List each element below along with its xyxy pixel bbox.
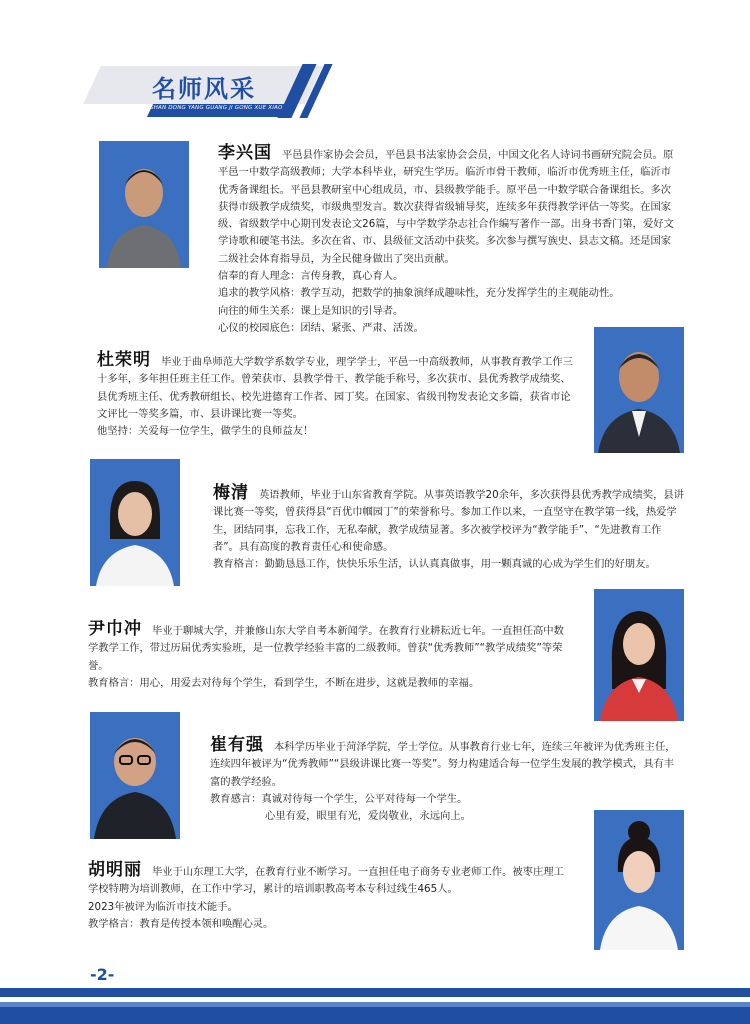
- bio-line: 教育格言：勤勤恳恳工作，快快乐乐生活，认认真真做事，用一颗真诚的心成为学生们的好朋友。: [213, 558, 656, 571]
- teacher-bio-6: [88, 862, 568, 933]
- teacher-photo-2: [594, 327, 684, 453]
- teacher-name: 梅清: [213, 483, 249, 503]
- teacher-bio-1: [218, 145, 680, 337]
- bio-line: 教育格言：用心，用爱去对待每个学生，看到学生，不断在进步，这就是教师的幸福。: [88, 676, 480, 689]
- page-number: -2-: [90, 965, 115, 984]
- teacher-intro: 英语教师，毕业于山东省教育学院。从事英语教学20余年，多次获得县优秀教学成绩奖，县讲课比赛一等奖，曾获得县“百优巾帼园丁”的荣誉称号。参加工作以来，一直坚守在教学第一线，热爱学生，团结同事，忘我工作，无私奉献，教学成绩显著。多次被学校评为“教学能手”、“先进教育工作者”。具有高度的教育责任心和使命感。: [213, 489, 684, 553]
- footer-bar: [0, 1002, 750, 1024]
- teacher-photo-4: [594, 589, 684, 721]
- bio-line: 2023年被评为临沂市技术能手。: [88, 900, 238, 913]
- teacher-intro: 毕业于山东理工大学，在教育行业不断学习。一直担任电子商务专业老师工作。被枣庄理工学校特聘为培训教师，在工作中学习，累计的培训职教高考本专科过线生465人。: [88, 866, 564, 896]
- teacher-name: 崔有强: [210, 735, 264, 755]
- bio-line: 心仪的校园底色：团结、紧张、严肃、活泼。: [218, 321, 424, 334]
- page-subtitle: SHAN DONG YANG GUANG JI GONG XUE XIAO: [150, 105, 283, 111]
- teacher-photo-5: [90, 712, 180, 839]
- teacher-name: 李兴国: [218, 143, 272, 163]
- footer-bar: [0, 988, 750, 997]
- teacher-photo-6: [594, 810, 684, 950]
- teacher-bio-2: [97, 352, 575, 440]
- bio-line: 信奉的育人理念：言传身教，真心育人。: [218, 270, 404, 283]
- page-title: 名师风采: [152, 75, 256, 103]
- teacher-intro: 平邑县作家协会会员，平邑县书法家协会会员，中国文化名人诗词书画研究院会员。原平邑一中数学高级教师；大学本科毕业，研究生学历。临沂市骨干教师，临沂市优秀班主任，临沂市优秀备课组长。平邑县教研室中心组成员，市、县级教学能手。原平邑一中数学联合备课组长。多次获得市级教学成绩奖，市级典型发言。数次获得省级辅导奖，连续多年获得教学评估一等奖。在国家级、省级数学中心期刊发表论文26篇，与中学数学杂志社合作编写著作一部。出身书香门第，爱好文学诗歌和硬笔书法。多次在省、市、县级征文活动中获奖。多次参与撰写族史、县志文稿。还是国家二级社会体育指导员，为全民健身做出了突出贡献。: [218, 149, 674, 265]
- bio-line: 他坚持：关爱每一位学生，做学生的良师益友！: [97, 425, 314, 438]
- teacher-intro: 毕业于曲阜师范大学数学系数学专业，理学学士，平邑一中高级教师，从事教育教学工作三十多年，多年担任班主任工作。曾荣获市、县教学骨干、教学能手称号，多次获市、县优秀教学成绩奖、县优秀班主任、优秀教研组长、校先进德育工作者、园丁奖。在国家、省级刊物发表论文多篇，获省市论文评比一等奖多篇，市、县讲课比赛一等奖。: [97, 356, 573, 420]
- teacher-photo-3: [90, 459, 180, 586]
- bio-line: 追求的教学风格：教学互动，把数学的抽象演绎成趣味性，充分发挥学生的主观能动性。: [218, 287, 620, 300]
- bio-line: 心里有爱，眼里有光，爱岗敬业，永远向上。: [265, 810, 471, 823]
- teacher-photo-1: [99, 141, 189, 268]
- teacher-bio-4: [88, 621, 568, 692]
- bio-line: 教育感言：真诚对待每一个学生，公平对待每一个学生。: [210, 792, 468, 805]
- teacher-bio-3: [213, 485, 685, 573]
- teacher-name: 杜荣明: [97, 350, 151, 370]
- teacher-name: 胡明丽: [88, 860, 142, 880]
- bio-line: 向往的师生关系：课上是知识的引导者。: [218, 304, 404, 317]
- teacher-name: 尹巾冲: [88, 619, 142, 639]
- bio-line: 教学格言：教育是传授本领和唤醒心灵。: [88, 917, 274, 930]
- teacher-intro: 毕业于聊城大学，并兼修山东大学自考本新闻学。在教育行业耕耘近七年。一直担任高中数学教学工作，带过历届优秀实验班，是一位教学经验丰富的二级教师。曾获“优秀教师”“教学成绩奖”等荣誉。: [88, 625, 564, 672]
- teacher-intro: 本科学历毕业于菏泽学院，学士学位。从事教育行业七年，连续三年被评为优秀班主任，连续四年被评为“优秀教师”“县级讲课比赛一等奖”。努力构建适合每一位学生发展的教学模式，具有丰富的教学经验。: [210, 741, 676, 788]
